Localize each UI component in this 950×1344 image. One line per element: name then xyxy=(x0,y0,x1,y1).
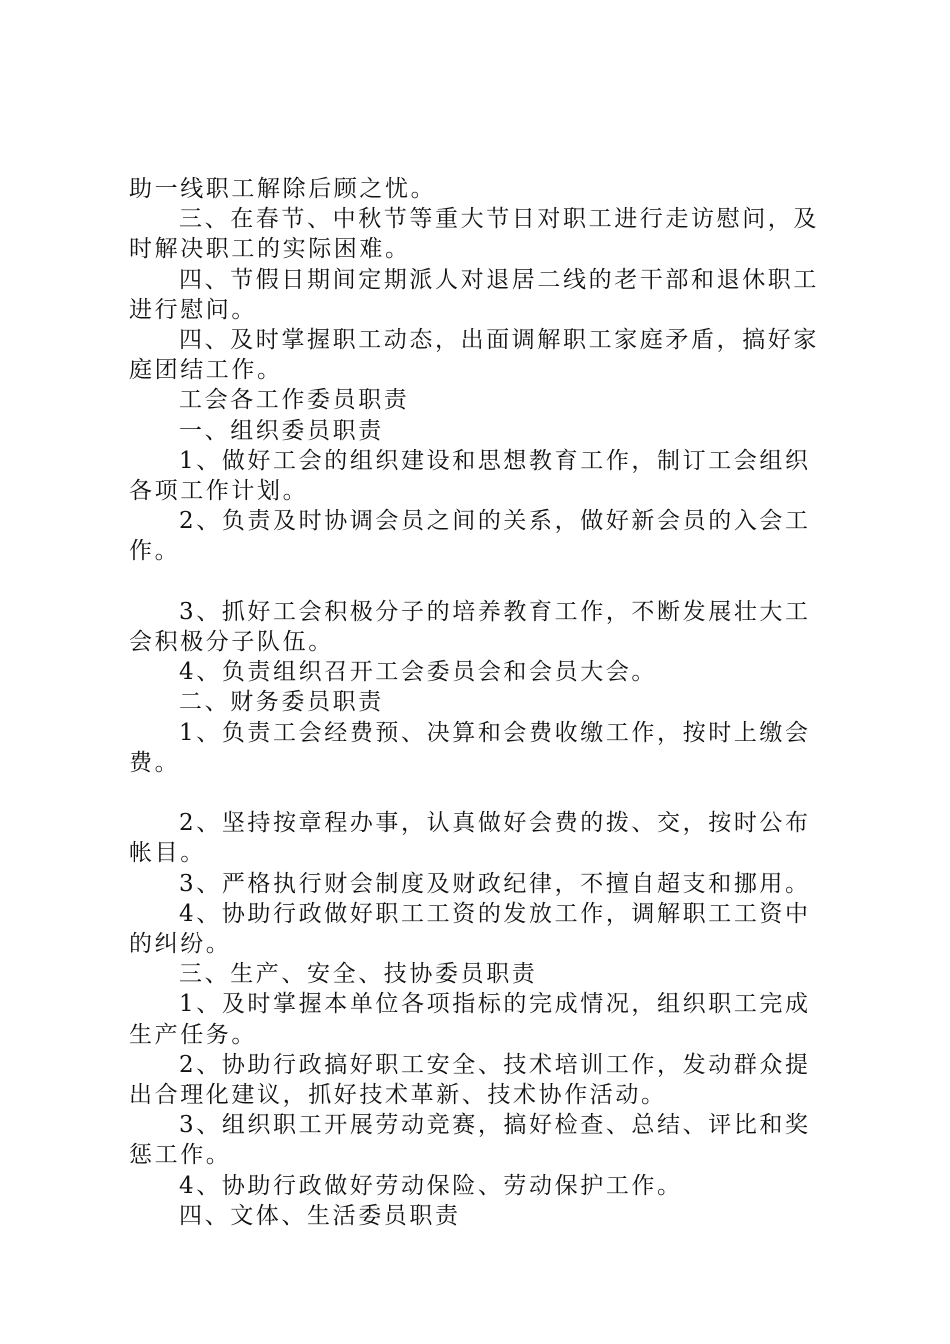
finance-duty-2: 2、坚持按章程办事，认真做好会费的拨、交，按时公布帐目。 xyxy=(129,810,811,867)
subheading-organization-member: 一、组织委员职责 xyxy=(179,417,384,444)
org-duty-1: 1、做好工会的组织建设和思想教育工作，制订工会组织各项工作计划。 xyxy=(129,447,811,505)
document-body xyxy=(129,174,835,1231)
paragraph-item-3-festival-visits: 三、在春节、中秋节等重大节日对职工进行走访慰问，及时解决职工的实际困难。 xyxy=(129,206,819,263)
org-duty-2: 2、负责及时协调会员之间的关系，做好新会员的入会工作。 xyxy=(129,508,811,565)
paragraph-continuation: 助一线职工解除后顾之忧。 xyxy=(129,176,437,202)
finance-duty-1: 1、负责工会经费预、决算和会费收缴工作，按时上缴会费。 xyxy=(129,719,811,776)
paragraph-item-4-family-mediation: 四、及时掌握职工动态，出面调解职工家庭矛盾，搞好家庭团结工作。 xyxy=(129,327,819,384)
production-duty-3: 3、组织职工开展劳动竞赛，搞好检查、总结、评比和奖惩工作。 xyxy=(129,1112,811,1169)
org-duty-4: 4、负责组织召开工会委员会和会员大会。 xyxy=(179,659,658,686)
org-duty-3: 3、抓好工会积极分子的培养教育工作，不断发展壮大工会积极分子队伍。 xyxy=(129,598,811,656)
production-duty-1: 1、及时掌握本单位各项指标的完成情况，组织职工完成生产任务。 xyxy=(129,991,811,1048)
paragraph-item-4-holiday-visits: 四、节假日期间定期派人对退居二线的老干部和退休职工进行慰问。 xyxy=(129,266,819,323)
subheading-culture-life-member: 四、文体、生活委员职责 xyxy=(179,1202,461,1229)
finance-duty-4: 4、协助行政做好职工工资的发放工作，调解职工工资中的纠纷。 xyxy=(129,900,811,958)
production-duty-4: 4、协助行政做好劳动保险、劳动保护工作。 xyxy=(179,1172,683,1199)
production-duty-2: 2、协助行政搞好职工安全、技术培训工作，发动群众提出合理化建议，抓好技术革新、技术协作活动。 xyxy=(129,1051,811,1109)
section-heading-committee-duties: 工会各工作委员职责 xyxy=(179,387,410,414)
finance-duty-3: 3、严格执行财会制度及财政纪律，不擅自超支和挪用。 xyxy=(179,870,811,897)
subheading-production-safety-member: 三、生产、安全、技协委员职责 xyxy=(179,961,538,988)
subheading-finance-member: 二、财务委员职责 xyxy=(179,689,384,716)
